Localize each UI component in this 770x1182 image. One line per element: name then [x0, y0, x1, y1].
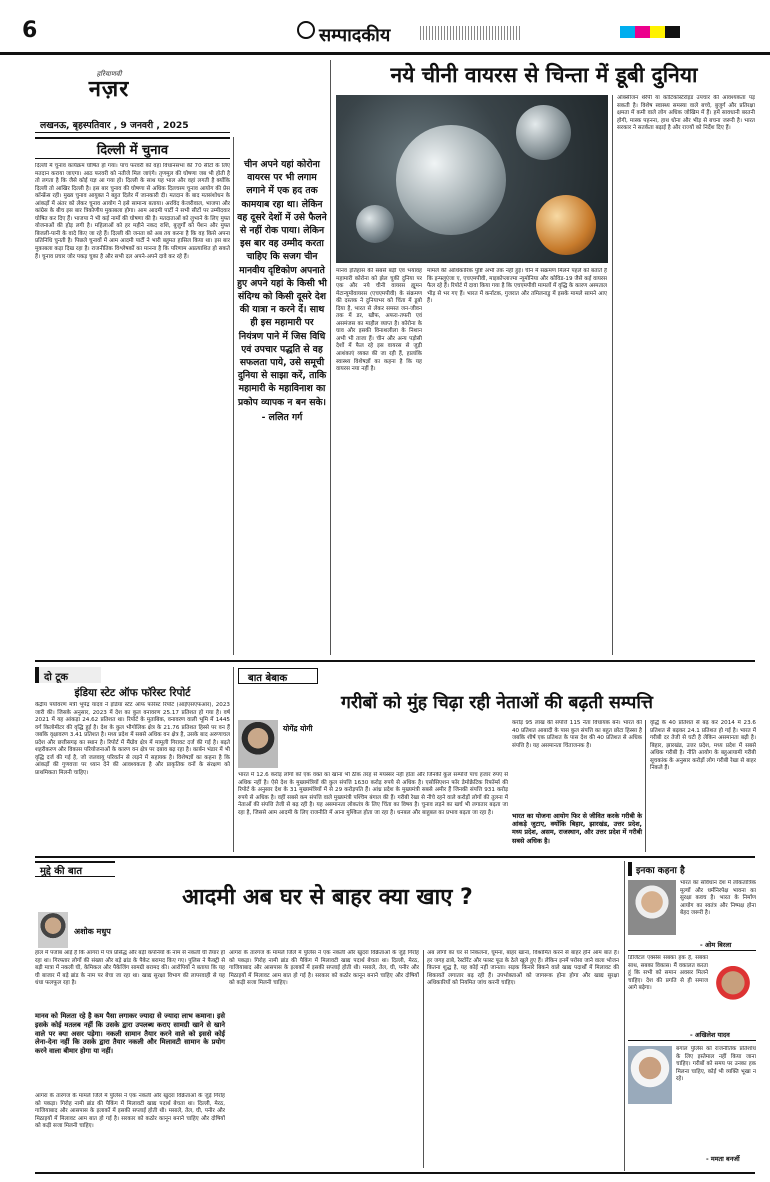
quote-rule — [628, 950, 756, 951]
lead-col-3: ऑक्सीजन थेरेपी या कॉर्टिकोस्टेरॉइड उपचार की आवश्यकता पड़ सकती है। विशेष स्वास्थ्य समस्या वाले बच्चे, बुजुर्ग और प्रतिरक्षा क्षमता में कमी वाले लोग अधिक जोखिम में हैं। हमें सावधानी बरतनी होगी, मास्क पहनना, हाथ धोना और भीड़ से बचना जरूरी है। भारत सरकार ने सतर्कता बढ़ाई है और राज्यों को निर्देश दिए हैं। — [617, 95, 755, 132]
do-took-title: इंडिया स्टेट ऑफ फॉरेस्ट रिपोर्ट — [74, 687, 191, 699]
divider — [645, 720, 646, 852]
logo-big: नज़र — [88, 77, 130, 102]
virus-illustration — [336, 95, 608, 263]
divider — [423, 950, 424, 1168]
divider — [612, 95, 613, 655]
quote-1-author: - ओम बिरला — [700, 941, 732, 949]
lead-col-2: मामले की आधिकारिक पुष्टि अभी तक नहीं हुई। चीन में संक्रमण मिलने पहले को बताते हैं कि इन्फ्लूएंजा ए, एचएमपीवी, माइकोप्लाज्मा न्यूमोनिया और कोविड-19 जैसे कई वायरस फैल रहे हैं। रिपोर्ट में दावा किया गया है कि एचएमपीवी मामलों में वृद्धि के कारण अस्पताल भीड़ से भर गए हैं। भारत में कर्नाटक, गुजरात और तमिलनाडु में इसके मामले सामने आए हैं। — [427, 268, 607, 305]
baat-highlight: भारत का योजना आयोग फिर से जीवित करके गरीबी के आंकड़े जुटाए, क्योंकि बिहार, झारखंड, उत्तर प्रदेश, मध्य प्रदेश, असम, राजस्थान, और उत्तर प्रदेश में गरीबी सबसे अधिक है। — [512, 812, 642, 845]
logo-small: हरियाणवी — [96, 70, 122, 78]
quotes-tag: इनका कहना है — [636, 866, 685, 876]
delhi-body: दिल्ली में चुनाव कार्यक्रम घोषित हो गया। पांच फरवरी को वहां विधानसभा की 70 सीटों के लिए मतदान कराया जाएगा। आठ फरवरी को नतीजे मिल जाएंगे। तृणमूल की घोषणा जब भी होती है तो लगता है कि जैसे कोई यज्ञ आ गया हो। दिल्ली के साथ यह भाल और वहां लगती है क्योंकि दिल्ली तो आखिर दिल्ली है। इस बार चुनाव की घोषणा से अधिक दिलचस्प चुनाव आयोग की प्रेस कॉन्फ्रेंस रही। मुख्य चुनाव आयुक्त ने बहुत दिलेर में जानकारी दी। मतदान के बाद मतसंशोधन के आंकड़ों में अंतर को लेकर चुनाव आयोग ने इसे सामान्य बताया। अरविंद केजरीवाल, भाजपा और कांग्रेस के बीच इस बार त्रिकोणीय मुकाबला होगा। आम आदमी पार्टी ने सभी सीटों पर उम्मीदवार घोषित कर दिए हैं। भाजपा ने भी कई नामों की घोषणा की है। मतदाताओं को लुभाने के लिए मुफ्त योजनाओं की होड़ लगी है। महिलाओं को हर महीने नकद राशि, बुजुर्गों को पेंशन और मुफ्त बिजली-पानी के वादे किए जा रहे हैं। दिल्ली की जनता को अब तय करना है कि वह किसे अपना प्रतिनिधि चुनती है। पिछले चुनावों में आम आदमी पार्टी ने भारी बहुमत हासिल किया था। इस बार मुकाबला कड़ा दिख रहा है। राजनीतिक विश्लेषकों का मानना है कि परिणाम अप्रत्याशित हो सकते हैं। चुनाव प्रचार जोर पकड़ चुका है और सभी दल अपने-अपने दावे कर रहे हैं। — [35, 163, 230, 260]
mudde-body-2: आगरा के तारगंज के मामले जिले में पुलिस ने एक नकली और खुदरा विक्रेताओं के जुड़े गिरोह को पकड़ा। गिरोह नामी ब्रांड की पैकिंग में मिलावटी खाद्य पदार्थ बेचता था। दिल्ली, मेरठ, गाजियाबाद और आसपास के इलाकों में इसकी सप्लाई होती थी। मसाले, तेल, घी, पनीर और मिठाइयों में मिलावट आम बात हो गई है। सरकार को कठोर कानून बनाने चाहिए और दोषियों को कड़ी सजा मिलनी चाहिए। — [229, 950, 419, 987]
lead-headline: नये चीनी वायरस से चिन्ता में डूबी दुनिया — [390, 63, 698, 87]
newspaper-logo — [70, 70, 148, 110]
rule — [35, 132, 230, 133]
section-rule — [35, 856, 755, 858]
virus-sphere — [356, 205, 394, 243]
register-marks — [420, 26, 520, 40]
section-rule — [35, 660, 755, 662]
speaker-photo — [628, 1046, 672, 1104]
editorial-quote — [237, 158, 327, 424]
baat-body: भारत में 12.6 करोड़ लोगों को एक वक्त का खाना भी ठीक तरह से मयस्सर नहीं होता और जिनकी कुल सम्पत्ति पांच हजार रुपए से अधिक नहीं है। ऐसे देश के मुख्यमंत्रियों की कुल संपत्ति 1630 करोड़ रुपये से अधिक है। एसोसिएशन फॉर डेमोक्रेटिक रिफॉर्म्स की रिपोर्ट के अनुसार देश के 31 मुख्यमंत्रियों में से 29 करोड़पति हैं। आंध्र प्रदेश के मुख्यमंत्री सबसे अमीर हैं जिनकी संपत्ति 931 करोड़ रुपये से अधिक है। वहीं सबसे कम संपत्ति वाले मुख्यमंत्री पश्चिम बंगाल की हैं। गरीबी रेखा से नीचे रहने वाले करोड़ों लोगों की तुलना में नेताओं की संपत्ति तेजी से बढ़ रही है। यह असमानता लोकतंत्र के लिए चिंता का विषय है। चुनाव लड़ने का खर्च भी लगातार बढ़ता जा रहा है, जिससे आम आदमी के लिए राजनीति में आना मुश्किल होता जा रहा है। धनबल और बाहुबल का प्रभाव बढ़ता जा रहा है। — [238, 772, 508, 816]
quote-1: भारत का संविधान देश में लोकतांत्रिक मूल्यों और धर्मनिरपेक्ष भावना का सुरक्षा कवच है। भारत के निर्माण आयोग का स्वतंत्र और निष्पक्ष होना बेहद जरूरी है। — [680, 880, 756, 917]
mudde-headline: आदमी अब घर से बाहर क्या खाए ? — [182, 885, 473, 910]
quote-3: बंगाल पुलिस को राजनीतिक प्रतिशोध के लिए इस्तेमाल नहीं किया जाना चाहिए। गरीबों को समय पर उनका हक मिलना चाहिए, कोई भी व्यक्ति भूखा न रहे। — [676, 1046, 756, 1083]
divider — [624, 861, 625, 1171]
baat-tag: बात बेबाक — [248, 673, 288, 684]
page-number: 6 — [22, 18, 38, 43]
masthead-rule — [0, 52, 770, 55]
divider — [330, 60, 331, 655]
speaker-photo — [710, 960, 756, 1020]
mudde-author: अशोक मधुप — [74, 927, 111, 936]
quote-author: - ललित गर्ग — [261, 411, 303, 423]
baat-author: योगेंद्र योगी — [283, 724, 313, 733]
baat-col-4: वृद्धि के 40 प्रतिशत से बढ़ कर 2014 में 23.6 प्रतिशत से बढ़कर 24.1 प्रतिशत हो गई है। भारत में गरीबी दर तेजी से घटी है लेकिन असमानता बढ़ी है। बिहार, झारखंड, उत्तर प्रदेश, मध्य प्रदेश में सबसे अधिक गरीबी है। नीति आयोग के बहुआयामी गरीबी सूचकांक के अनुसार करोड़ों लोग गरीबी रेखा से बाहर निकले हैं। — [650, 720, 756, 772]
divider — [233, 137, 234, 655]
quote-2-author: - अखिलेश यादव — [690, 1031, 730, 1039]
do-took-body: केंद्रीय पर्यावरण मंत्री भूपेंद्र यादव ने इंडिया स्टेट ऑफ फॉरेस्ट रिपोर्ट (आईएसएफआर), 2023 जारी की। जिसके अनुसार, 2023 में देश का कुल वनावरण 25.17 प्रतिशत हो गया है। वर्ष 2021 में यह आंकड़ा 24.62 प्रतिशत था। रिपोर्ट के मुताबिक, वनावरण वाली भूमि में 1445 वर्ग किलोमीटर की वृद्धि हुई है। देश के कुल भौगोलिक क्षेत्र के 21.76 प्रतिशत हिस्से पर वन हैं जबकि वृक्षावरण 3.41 प्रतिशत है। मध्य प्रदेश में सबसे अधिक वन क्षेत्र है, उसके बाद अरुणाचल प्रदेश और छत्तीसगढ़ का स्थान है। रिपोर्ट में मैंग्रोव क्षेत्र में मामूली गिरावट दर्ज की गई है। बढ़ते शहरीकरण और विकास परियोजनाओं के कारण वन क्षेत्र पर दबाव बढ़ रहा है। कार्बन भंडार में भी वृद्धि दर्ज की गई है, जो जलवायु परिवर्तन से लड़ने में सहायक है। विशेषज्ञों का कहना है कि आंकड़ों की गुणवत्ता पर ध्यान देने की आवश्यकता है और प्राकृतिक वनों के संरक्षण को प्राथमिकता मिलनी चाहिए। — [35, 702, 230, 776]
mudde-tag: मुद्दे की बात — [40, 866, 83, 877]
dateline: लखनऊ, बृहस्पतिवार , 9 जनवरी , 2025 — [40, 120, 189, 131]
lead-col-1-text: मानव इतिहास की सबसे बड़ी एवं भयावह महामारी कोरोना को झेल चुकी दुनिया पर एक और नये चीनी वायरस ह्यूमन मेटान्यूमोवायरस (एचएमपीवी) के संक्रमण की दस्तक ने दुनियाभर को चिंता में डूबो दिया है, भारत से लेकर समस्त जन-जीवन तक में डर, खौफ, अफरा-तफरी एवं असमंजस का माहौल व्याप्त है। कोरोना के घाव और इसकी विनाशलीला के निशान अभी भी ताजा हैं। चीन और अन्य पड़ोसी देशों में फैल रहे इस वायरस से जुड़ी आशंकाएं व्यक्त की जा रही हैं, हालांकि स्वास्थ्य विशेषज्ञों का कहना है कि यह वायरस नया नहीं है। — [336, 268, 422, 373]
mudde-body-1b: आगरा के तारगंज के मामले जिले में पुलिस ने एक नकली और खुदरा विक्रेताओं के जुड़े गिरोह को पकड़ा। गिरोह नामी ब्रांड की पैकिंग में मिलावटी खाद्य पदार्थ बेचता था। दिल्ली, मेरठ, गाजियाबाद और आसपास के इलाकों में इसकी सप्लाई होती थी। मसाले, तेल, घी, पनीर और मिठाइयों में मिलावट आम बात हो गई है। सरकार को कठोर कानून बनाने चाहिए और दोषियों को कड़ी सजा मिलनी चाहिए। — [35, 1093, 225, 1130]
delhi-title: दिल्ली में चुनाव — [96, 143, 169, 158]
section-title: सम्पादकीय — [319, 25, 391, 46]
virus-sphere — [396, 125, 506, 235]
author-photo — [238, 720, 278, 768]
quote-3-author: - ममता बनर्जी — [706, 1155, 740, 1163]
do-took-tag: दो टूक — [44, 672, 69, 683]
footer-rule — [35, 1172, 755, 1174]
virus-sphere — [536, 195, 596, 255]
quote-2: डिजिटल एक्सेस सबका हक है, सबका साथ, सबका विकास। मैं वकालत करता हूं कि सभी को समान अवसर मिलने चाहिए। देश की प्रगति से ही समाज आगे बढ़ेगा। — [628, 955, 708, 992]
speaker-photo — [628, 880, 676, 935]
baat-body-2: करोड़ 95 लाख की संपत्ति 115 नेता विधायक बने। भारत की 40 प्रतिशत आबादी के पास कुल संपत्ति का बहुत छोटा हिस्सा है जबकि शीर्ष एक प्रतिशत के पास देश की 40 प्रतिशत से अधिक संपत्ति है। यह असमानता चिंताजनक है। — [512, 720, 642, 749]
mudde-body-3: अब लोगों का घर से निकलना, घूमना, बाहर खाना, विश्रामित करने से बाहर होने आम बात है। हर जगह ढाबे, रेस्टोरेंट और फास्ट फूड के ठेले खुले हुए हैं। लेकिन इनमें परोसा जाने वाला भोजन कितना शुद्ध है, यह कोई नहीं जानता। सड़क किनारे बिकने वाले खाद्य पदार्थों में मिलावट की शिकायतें लगातार बढ़ रही हैं। उपभोक्ताओं को जागरूक होना होगा और खाद्य सुरक्षा अधिकारियों को नियमित जांच करनी चाहिए। — [427, 950, 619, 987]
virus-sphere — [516, 105, 571, 160]
quote-rule — [628, 1040, 756, 1041]
mudde-body-1: हाल में पंजाब आई है कि आगरा में पत्र प्रसिद्ध और बड़ी कंपनियों के नाम से नकली घी तैयार हो रहा था। गिरफ्तार लोगों की संख्या और बड़े ब्रांड के पैकेट बरामद किए गए। पुलिस ने फैक्ट्री से बड़ी मात्रा में नकली घी, केमिकल और पैकेजिंग सामग्री बरामद की। आरोपियों ने बताया कि यह घी बाजार में बड़े ब्रांड के नाम पर बेचा जा रहा था। खाद्य सुरक्षा विभाग की लापरवाही से यह धंधा फलफूल रहा है। — [35, 950, 225, 987]
color-bar — [620, 26, 680, 38]
author-photo — [38, 912, 68, 948]
divider — [233, 667, 234, 852]
mudde-intro: मानव को मिलता रहे है कम पैसा लगाकर ज्यादा से ज्यादा लाभ कमाना। इसे इसके कोई मतलब नहीं कि उसके द्वारा उपलब्ध कराए सामग्री खाने से खाने वाले पर क्या असर पड़ेगा। नकली सामान तैयार करने वाले को इससे कोई लेना-देना नहीं कि उसके द्वारा तैयार नकली और मिलावटी सामान के प्रयोग करने वाला बीमार होगा या नहीं। — [35, 1012, 225, 1056]
baat-headline: गरीबों को मुंह चिढ़ा रही नेताओं की बढ़ती सम्पत्ति — [341, 693, 653, 713]
quote-text: चीन अपने यहां कोरोना वायरस पर भी लगाम लगाने में एक हद तक कामयाब रहा था। लेकिन वह दूसरे देशों में उसे फैलने से नहीं रोक पाया। लेकिन इस बार वह उम्मीद करता चाहिए कि सजग चीन मानवीय दृष्टिकोण अपनाते हुए अपने यहां के किसी भी संदिग्ध को किसी दूसरे देश की यात्रा न करने दें। साथ ही इस महामारी पर नियंत्रण पाने में जिस विधि एवं उपचार पद्धति से वह सफलता पाये, उसे समूची दुनिया से साझा करें, ताकि महामारी के महाविनाश का प्रकोप व्यापक न बन सके। — [237, 159, 327, 408]
section-badge — [297, 21, 315, 39]
